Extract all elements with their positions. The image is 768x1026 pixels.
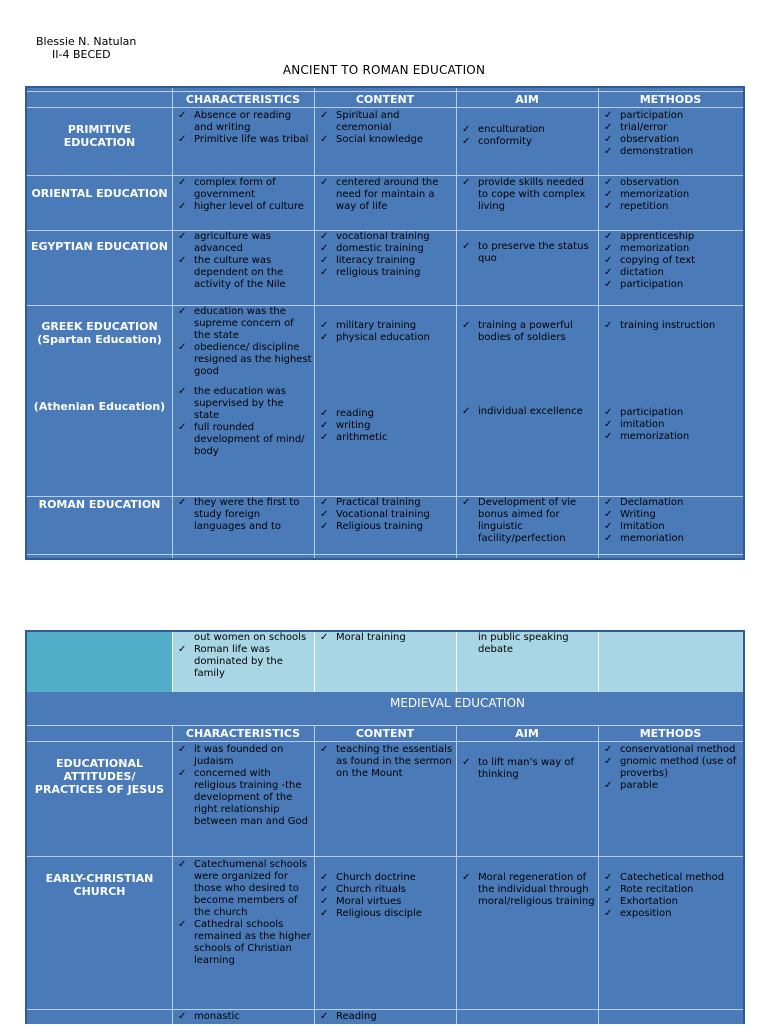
bullet-list — [314, 632, 456, 644]
header-characteristics: CHARACTERISTICS — [185, 727, 301, 740]
header-methods: METHODS — [639, 727, 702, 740]
content-cell — [314, 632, 456, 692]
bullet-list — [172, 177, 314, 213]
bullet-list — [172, 231, 314, 291]
bullet-item: ✓ exposition — [604, 908, 741, 920]
bullet-item: ✓ Imitation — [604, 521, 741, 533]
bullet-list — [314, 306, 456, 344]
row-label: PRIMITIVE EDUCATION — [63, 123, 136, 149]
row-label: EARLY-CHRISTIAN CHURCH — [45, 872, 154, 898]
characteristics-cell — [172, 110, 314, 174]
bullet-item: ✓ monastic — [178, 1011, 312, 1023]
row-jesus — [27, 744, 743, 856]
row-label: ROMAN EDUCATION — [38, 498, 161, 511]
content-cell — [314, 110, 456, 174]
bullet-list — [172, 1011, 314, 1023]
bullet-item: ✓ higher level of culture — [178, 201, 312, 213]
aim-cell — [456, 859, 598, 1009]
bullet-item: ✓ Exhortation — [604, 896, 741, 908]
bullet-item: ✓ Moral regeneration of the individual through moral/religious training — [462, 872, 596, 908]
characteristics-cell — [172, 859, 314, 1009]
bullet-list — [598, 110, 743, 158]
bullet-item: ✓ centered around the need for maintain a way of life — [320, 177, 454, 213]
row-label — [27, 306, 172, 496]
bullet-item: ✓ memorization — [604, 189, 741, 201]
bullet-item: ✓ Spiritual and ceremonial — [320, 110, 454, 134]
methods-cell — [598, 744, 743, 856]
continued-text: out women on schools — [194, 632, 307, 643]
bullet-item: ✓ Primitive life was tribal — [178, 134, 312, 146]
ancient-education-table — [25, 86, 745, 560]
bullet-item: ✓ imitation — [604, 419, 741, 431]
bullet-list — [598, 407, 743, 443]
bullet-list — [598, 177, 743, 213]
bullet-list — [172, 744, 314, 828]
methods-cell — [598, 632, 743, 692]
bullet-item: ✓ it was founded on Judaism — [178, 744, 312, 768]
bullet-item: ✓ Moral training — [320, 632, 454, 644]
characteristics-cell — [172, 744, 314, 856]
bullet-item: ✓ training instruction — [604, 320, 741, 332]
bullet-item: ✓ Reading — [320, 1011, 454, 1023]
bullet-item: ✓ participation — [604, 110, 741, 122]
row-roman-continued — [27, 632, 743, 692]
bullet-list — [314, 872, 456, 920]
bullet-list — [314, 110, 456, 146]
bullet-list — [172, 386, 314, 458]
aim-cell — [456, 110, 598, 174]
row-egyptian — [27, 231, 743, 303]
bullet-item: ✓ Vocational training — [320, 509, 454, 521]
header-content: CONTENT — [355, 727, 415, 740]
bullet-item: ✓ memoriation — [604, 533, 741, 545]
bullet-item: ✓ religious training — [320, 267, 454, 279]
characteristics-cell — [172, 632, 314, 692]
bullet-item: ✓ the education was supervised by the state — [178, 386, 312, 422]
bullet-item: ✓ gnomic method (use of proverbs) — [604, 756, 741, 780]
bullet-list — [598, 497, 743, 545]
characteristics-cell — [172, 231, 314, 303]
bullet-list — [456, 177, 598, 213]
bullet-list — [456, 757, 598, 781]
content-cell — [314, 497, 456, 557]
methods-cell — [598, 231, 743, 303]
bullet-item: ✓ physical education — [320, 332, 454, 344]
bullet-item: ✓ full rounded development of mind/ body — [178, 422, 312, 458]
content-cell — [314, 231, 456, 303]
bullet-item: ✓ domestic training — [320, 243, 454, 255]
header-row — [27, 726, 743, 741]
bullet-list — [456, 406, 598, 418]
bullet-list — [172, 644, 314, 680]
bullet-item: ✓ to preserve the status quo — [462, 241, 596, 265]
bullet-item: ✓ the culture was dependent on the activity of the Nile — [178, 255, 312, 291]
bullet-item: ✓ Cathedral schools remained as the higher schools of Christian learning — [178, 919, 312, 967]
bullet-item: ✓ literacy training — [320, 255, 454, 267]
bullet-item: ✓ individual excellence — [462, 406, 596, 418]
aim-cell — [456, 632, 598, 692]
bullet-list — [598, 231, 743, 291]
row-early-christian — [27, 859, 743, 1009]
row-roman — [27, 497, 743, 557]
bullet-list — [456, 306, 598, 344]
header-characteristics: CHARACTERISTICS — [185, 93, 301, 106]
aim-cell — [456, 497, 598, 557]
bullet-list — [314, 231, 456, 279]
greek-spartan-label: GREEK EDUCATION (Spartan Education) — [37, 320, 162, 346]
bullet-list — [456, 497, 598, 545]
characteristics-cell — [172, 497, 314, 557]
bullet-list — [598, 306, 743, 332]
bullet-item: ✓ Church doctrine — [320, 872, 454, 884]
bullet-list — [456, 124, 598, 148]
bullet-list — [314, 497, 456, 533]
bullet-item: ✓ obedience/ discipline resigned as the highest good — [178, 342, 312, 378]
bullet-item: ✓ military training — [320, 320, 454, 332]
aim-cell — [456, 231, 598, 303]
medieval-education-table — [25, 630, 745, 1024]
bullet-list — [172, 859, 314, 967]
bullet-item: ✓ training a powerful bodies of soldiers — [462, 320, 596, 344]
content-cell — [314, 744, 456, 856]
bullet-item: ✓ Religious disciple — [320, 908, 454, 920]
page-title: ANCIENT TO ROMAN EDUCATION — [282, 63, 486, 77]
bullet-item: ✓ conformity — [462, 136, 596, 148]
bullet-item: ✓ observation — [604, 177, 741, 189]
methods-cell — [598, 859, 743, 1009]
bullet-item: ✓ trial/error — [604, 122, 741, 134]
bullet-list — [314, 177, 456, 213]
characteristics-cell — [172, 306, 314, 496]
methods-cell — [598, 306, 743, 496]
author-name: Blessie N. Natulan — [36, 35, 137, 48]
bullet-item: ✓ observation — [604, 134, 741, 146]
bullet-item: ✓ Catechumenal schools were organized for those who desired to become members of the church — [178, 859, 312, 919]
bullet-item: ✓ to lift man’s way of thinking — [462, 757, 596, 781]
methods-cell — [598, 110, 743, 174]
bullet-item: ✓ parable — [604, 780, 741, 792]
content-cell — [314, 306, 456, 496]
bullet-item: ✓ enculturation — [462, 124, 596, 136]
methods-cell — [598, 497, 743, 557]
bullet-item: ✓ participation — [604, 279, 741, 291]
author-section: II-4 BECED — [52, 48, 111, 61]
row-label: EGYPTIAN EDUCATION — [31, 240, 168, 253]
bullet-item: ✓ they were the first to study foreign languages and to — [178, 497, 312, 533]
header-row — [27, 92, 743, 107]
bullet-item: ✓ repetition — [604, 201, 741, 213]
bullet-list — [172, 110, 314, 146]
bullet-item: ✓ Catechetical method — [604, 872, 741, 884]
bullet-item: ✓ Religious training — [320, 521, 454, 533]
bullet-list — [456, 872, 598, 908]
content-cell — [314, 859, 456, 1009]
bullet-list — [598, 744, 743, 792]
header-aim: AIM — [515, 93, 539, 106]
bullet-item: ✓ arithmetic — [320, 432, 454, 444]
row-oriental — [27, 177, 743, 229]
row-label: ORIENTAL EDUCATION — [31, 187, 168, 200]
bullet-item: ✓ conservational method — [604, 744, 741, 756]
bullet-item: ✓ memorization — [604, 431, 741, 443]
bullet-list — [314, 744, 456, 780]
section-title: MEDIEVAL EDUCATION — [390, 696, 525, 710]
bullet-list — [598, 872, 743, 920]
characteristics-cell — [172, 177, 314, 229]
header-content: CONTENT — [355, 93, 415, 106]
bullet-item: ✓ memorization — [604, 243, 741, 255]
greek-athenian-label: (Athenian Education) — [33, 400, 166, 413]
bullet-item: ✓ apprenticeship — [604, 231, 741, 243]
bullet-item: ✓ Absence or reading and writing — [178, 110, 312, 134]
medieval-title-row — [27, 694, 743, 714]
bullet-item: ✓ education was the supreme concern of the state — [178, 306, 312, 342]
bullet-item: ✓ writing — [320, 420, 454, 432]
bullet-item: ✓ Social knowledge — [320, 134, 454, 146]
methods-cell — [598, 177, 743, 229]
bullet-item: ✓ Church rituals — [320, 884, 454, 896]
bullet-item: ✓ Rote recitation — [604, 884, 741, 896]
bullet-item: ✓ Roman life was dominated by the family — [178, 644, 312, 680]
bullet-list — [314, 1011, 456, 1023]
bullet-item: ✓ Development of vie bonus aimed for linguistic facility/perfection — [462, 497, 596, 545]
bullet-item: ✓ copying of text — [604, 255, 741, 267]
bullet-item: ✓ dictation — [604, 267, 741, 279]
bullet-item: ✓ vocational training — [320, 231, 454, 243]
bullet-list — [314, 408, 456, 444]
bullet-item: ✓ concerned with religious training -the development of the right relationship between man and God — [178, 768, 312, 828]
header-aim: AIM — [515, 727, 539, 740]
content-cell — [314, 177, 456, 229]
bullet-list — [172, 497, 314, 533]
aim-cell — [456, 744, 598, 856]
row-label — [27, 632, 172, 692]
bullet-item: ✓ teaching the essentials as found in the sermon on the Mount — [320, 744, 454, 780]
aim-cell — [456, 306, 598, 496]
continued-text: in public speaking debate — [478, 632, 569, 655]
bullet-item: ✓ complex form of government — [178, 177, 312, 201]
row-primitive — [27, 110, 743, 174]
bullet-item: ✓ Writing — [604, 509, 741, 521]
bullet-item: ✓ participation — [604, 407, 741, 419]
bullet-list — [456, 241, 598, 265]
bullet-item: ✓ demonstration — [604, 146, 741, 158]
aim-cell — [456, 177, 598, 229]
bullet-item: ✓ Moral virtues — [320, 896, 454, 908]
bullet-list — [172, 306, 314, 378]
bullet-item: ✓ provide skills needed to cope with complex living — [462, 177, 596, 213]
bullet-item: ✓ Declamation — [604, 497, 741, 509]
bullet-item: ✓ Practical training — [320, 497, 454, 509]
bullet-item: ✓ reading — [320, 408, 454, 420]
row-label: EDUCATIONAL ATTITUDES/ PRACTICES OF JESUS — [34, 757, 165, 796]
bullet-item: ✓ agriculture was advanced — [178, 231, 312, 255]
row-greek — [27, 306, 743, 496]
header-methods: METHODS — [639, 93, 702, 106]
author-block — [36, 35, 136, 61]
